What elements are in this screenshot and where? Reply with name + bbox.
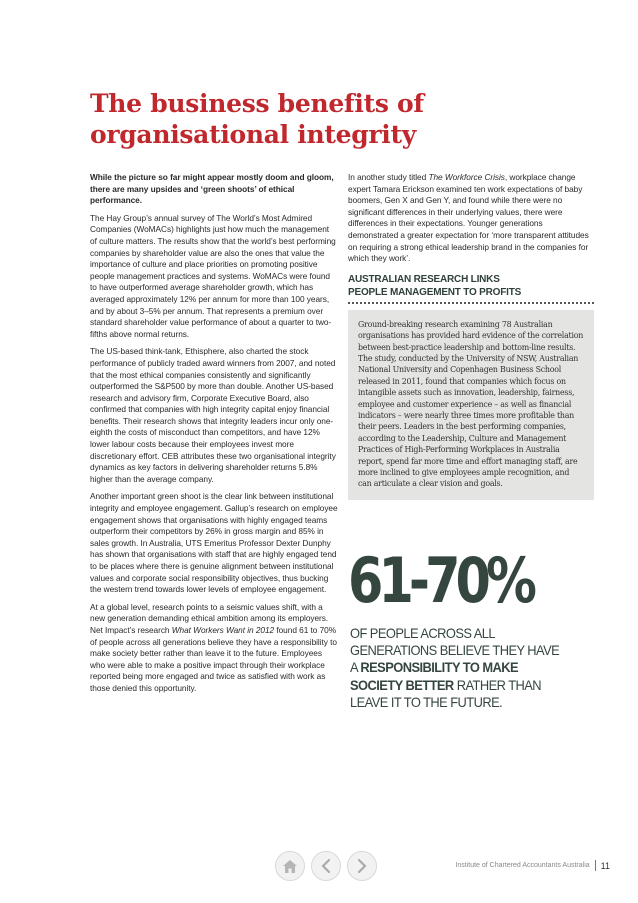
page-title: The business benefits of organisational integrity [90,89,424,149]
body-text: At a global level, research points to a seismic values shift, with a new generation demanding ethical ambition among its employers. Net Impact’s research [90,601,329,635]
page-number: 11 [600,860,610,871]
report-title: What Workers Want in 2012 [171,624,275,635]
home-button[interactable] [275,851,305,881]
callout-text: Ground-breaking research examining 78 Australian organisations has provided hard evidence of the correlation between best-practice leadership and bottom-line results. The study, conducted by the University of NSW, Australian National University and Copenhagen Business School released in 2011, found that companies which focus on intangible assets such as innovation, leadership, fairness, employee and customer experience – as well as financial indicators – were nearly three times more profitable than their peers. Leaders in the best performing companies, according to the Leadership, Culture and Management Practices of High-Performing Workplaces in Australia report, spend far more time and effort managing staff, are more inclined to give employees ample recognition, and can articulate a clear vision and goals. [358,319,584,489]
stat-caption-text: RATHER THAN LEAVE IT TO THE FUTURE. [350,676,542,710]
footer-divider [595,860,596,871]
body-paragraph: Another important green shoot is the clear link between institutional integrity and employee engagement. Gallup’s research on employee engagement shows that organisations with highly engaged teams outperform their competitors by 26% in gross margin and 85% in sales growth. In Australia, UTS Emeritus Professor Dexter Dunphy has shown that organisations with staff that are highly engaged tend to be places where there is genuine alignment between institutional values and corporate social responsibility objectives, thus bucking the western trend towards lower levels of employee engagement. [90,491,338,595]
page-footer [455,860,610,871]
body-text: found 61 to 70% of people across all generations believe they have a responsibility to make society better rather than leave it to the future. Employees who were able to make a positive impact through their workplace reported being more engaged and twice as satisfied with work as those denied this opportunity. [90,624,337,693]
previous-page-button[interactable] [311,851,341,881]
section-heading-line: AUSTRALIAN RESEARCH LINKS [348,273,500,285]
dotted-divider [348,302,594,304]
stat-caption [350,625,562,711]
chevron-right-icon [356,858,368,874]
chevron-left-icon [320,858,332,874]
study-title: The Workforce Crisis [428,172,505,182]
stat-caption-emphasis: RESPONSIBILITY TO MAKE SOCIETY BETTER [350,659,519,693]
lead-paragraph: While the picture so far might appear mostly doom and gloom, there are many upsides and ‘green shoots’ of ethical performance. [90,172,334,206]
right-column [348,172,594,500]
callout-box [348,310,594,500]
body-text: , workplace change expert Tamara Erickson examined ten work expectations of baby boomers, Gen X and Gen Y, and found while there were no significant differences in their underlying values, there were differences in their expectations. Younger generations demonstrated a greater expectation for ‘more transparent attitudes on requiring a strong ethical leadership brand in the companies for which they work’. [348,172,589,264]
body-paragraph [90,602,338,695]
section-heading-line: PEOPLE MANAGEMENT TO PROFITS [348,286,522,298]
body-paragraph: The US-based think-tank, Ethisphere, also charted the stock performance of publicly traded award winners from 2007, and noted that the most ethical companies consistently and significantly outperformed the S&P500 by more than double. Another US-based research and advisory firm, Corporate Executive Board, also confirmed that companies with high integrity capital enjoy financial benefits. Their research shows that integrity leaders incur only one-eighth the costs of misconduct than competitors, and have 12% lower labour costs because their employees invest more discretionary effort. CEB attributes these two organisational integrity dynamics as key factors in delivering shareholder returns 5.8% higher than the average company. [90,346,336,484]
footer-org: Institute of Chartered Accountants Australia [455,862,590,869]
stat-caption-text: OF PEOPLE ACROSS ALL GENERATIONS BELIEVE THEY HAVE A [350,625,560,676]
body-text: In another study titled [348,172,429,182]
home-icon [282,859,298,874]
next-page-button[interactable] [347,851,377,881]
body-paragraph [348,172,594,265]
body-paragraph: The Hay Group’s annual survey of The World’s Most Admired Companies (WoMACs) highlights just how much the management of culture matters. The results show that the world’s best performing companies by shareholder value are also the ones that value the importance of culture and place priorities on promoting positive people management practices and systems. WoMACs were found to have outperformed average shareholder growth, which has averaged approximately 12% per annum for more than 100 years, and by about 3–5% per annum. That represents a premium over standard shareholder value performance of about a quarter to two-fifths above normal returns. [90,212,336,339]
stat-value: 61-70% [348,544,533,617]
section-heading [348,273,594,299]
left-column [90,172,338,701]
page-navigation [275,851,377,881]
